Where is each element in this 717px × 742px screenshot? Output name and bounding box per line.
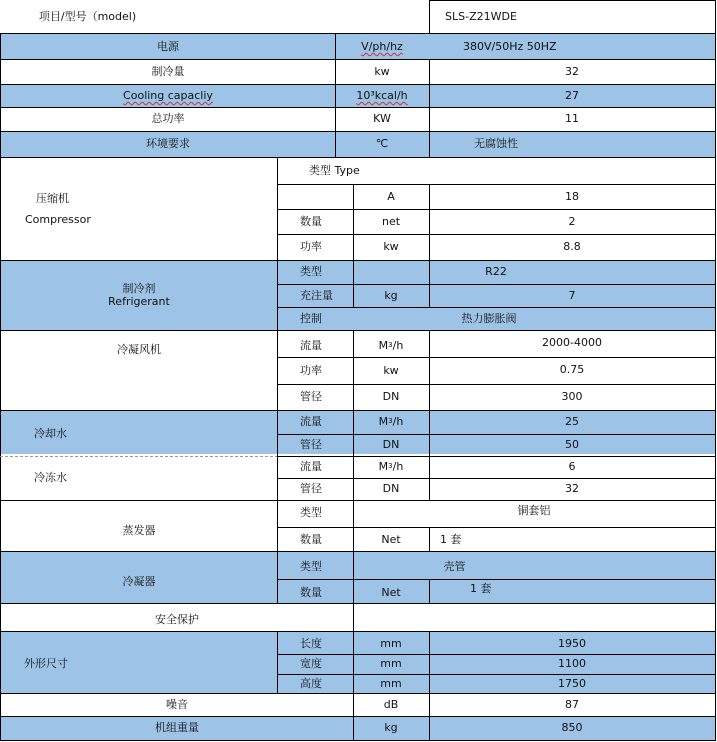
grid-line xyxy=(429,579,430,604)
dimensions-length-value: 1950 xyxy=(558,637,586,651)
evaporator-label: 蒸发器 xyxy=(122,524,156,538)
compressor-qty-value: 2 xyxy=(568,214,576,228)
chilled-water-label: 冷冻水 xyxy=(34,471,67,485)
power-unit: V/ph/hz xyxy=(361,39,403,53)
condenser-fan-label: 冷凝风机 xyxy=(117,343,161,357)
condenser-fan-power-label: 功率 xyxy=(300,364,322,378)
compressor-power-value: 8.8 xyxy=(563,240,581,254)
noise-unit: dB xyxy=(383,698,399,712)
dimensions-height-unit: mm xyxy=(380,677,402,691)
condenser-fan-pipe-label: 管径 xyxy=(300,390,322,404)
compressor-current-unit: A xyxy=(387,189,395,203)
refrigerant-label-en: Refrigerant xyxy=(108,295,170,308)
evaporator-type-label: 类型 xyxy=(300,506,322,520)
chilled-water-pipe-label: 管径 xyxy=(300,482,322,496)
compressor-type: 类型 Type xyxy=(309,164,360,178)
grid-line xyxy=(0,456,278,457)
refrigerant-control-label: 控制 xyxy=(300,311,322,325)
refrigerant-charge-unit: kg xyxy=(384,288,398,302)
cooling-kcal-unit: 10³kcal/h xyxy=(356,88,408,102)
environment-unit: ℃ xyxy=(375,137,389,151)
chilled-water-pipe-unit: DN xyxy=(382,482,400,496)
condenser-fan-flow-label: 流量 xyxy=(300,339,322,353)
power-label: 电源 xyxy=(157,39,179,53)
dimensions-width-unit: mm xyxy=(380,657,402,671)
dimensions-label: 外形尺寸 xyxy=(24,657,68,671)
dimensions-length-unit: mm xyxy=(380,637,402,651)
compressor-current-value: 18 xyxy=(565,189,579,203)
compressor-qty-label: 数量 xyxy=(300,214,322,228)
condenser-fan-flow-unit: M $^3$ /h xyxy=(378,339,404,353)
environment-value: 无腐蚀性 xyxy=(474,137,518,151)
condenser-qty-unit: Net xyxy=(381,586,401,600)
grid-line xyxy=(0,740,716,741)
compressor-qty-unit: net xyxy=(381,214,401,228)
cooling-water-pipe-value: 50 xyxy=(565,438,579,452)
evaporator-qty-label: 数量 xyxy=(300,533,322,547)
dimensions-height-label: 高度 xyxy=(300,677,322,691)
dimensions-width-label: 宽度 xyxy=(300,657,322,671)
refrigerant-control-value: 热力膨胀阀 xyxy=(461,311,517,325)
cooling-water-flow-value: 25 xyxy=(565,415,579,429)
power-value: 380V/50Hz 50HZ xyxy=(463,39,557,53)
dimensions-height-value: 1750 xyxy=(558,677,586,691)
cooling-water-pipe-unit: DN xyxy=(382,438,400,452)
compressor-label-en: Compressor xyxy=(25,213,91,227)
grid-line xyxy=(715,0,716,741)
noise-value: 87 xyxy=(565,698,579,712)
condenser-fan-pipe-value: 300 xyxy=(561,390,583,404)
chilled-water-flow-unit: M $^3$ /h xyxy=(378,460,404,474)
cooling-kcal-value: 27 xyxy=(565,88,579,102)
refrigerant-type-label: 类型 xyxy=(300,265,322,279)
condenser-fan-pipe-unit: DN xyxy=(382,390,400,404)
condenser-type-value: 壳管 xyxy=(443,560,466,574)
item-model-label: 项目/型号（model) xyxy=(38,10,137,24)
compressor-power-label: 功率 xyxy=(300,240,322,254)
chilled-water-pipe-value: 32 xyxy=(565,482,579,496)
chilled-water-flow-value: 6 xyxy=(568,460,576,474)
dimensions-length-label: 长度 xyxy=(300,637,322,651)
grid-line xyxy=(429,0,430,34)
chilled-water-flow-label: 流量 xyxy=(300,460,322,474)
grid-line xyxy=(429,527,430,552)
condenser-qty-label: 数量 xyxy=(300,586,322,600)
dimensions-width-value: 1100 xyxy=(558,657,586,671)
condenser-fan-flow-value: 2000-4000 xyxy=(542,336,602,350)
refrigerant-label xyxy=(1,260,277,330)
refrigerant-charge-label: 充注量 xyxy=(300,288,333,302)
condenser-fan-power-unit: kw xyxy=(383,364,399,378)
refrigerant-type-value: R22 xyxy=(485,265,507,279)
cooling-kw-label: 制冷量 xyxy=(151,64,185,78)
noise-label: 噪音 xyxy=(166,698,188,712)
weight-label: 机组重量 xyxy=(155,721,199,735)
cooling-kw-unit: kw xyxy=(374,64,390,78)
evaporator-type-value: 铜套铝 xyxy=(517,504,551,518)
refrigerant-charge-value: 7 xyxy=(568,288,576,302)
condenser-label: 冷凝器 xyxy=(122,575,156,589)
compressor-label-cn: 压缩机 xyxy=(36,192,69,206)
environment-label: 环境要求 xyxy=(146,137,190,151)
cooling-water-pipe-label: 管径 xyxy=(300,438,322,452)
refrigerant-label-cn: 制冷剂 xyxy=(122,281,156,295)
condenser-qty-value: 1 套 xyxy=(470,582,492,596)
condenser-fan-power-value: 0.75 xyxy=(559,363,585,377)
total-power-value: 11 xyxy=(565,112,579,126)
evaporator-qty-unit: Net xyxy=(381,533,401,547)
grid-line xyxy=(429,0,716,1)
total-power-label: 总功率 xyxy=(151,112,185,126)
total-power-unit: KW xyxy=(373,112,391,126)
weight-value: 850 xyxy=(561,721,583,735)
cooling-kw-value: 32 xyxy=(565,64,579,78)
safety-label: 安全保护 xyxy=(155,613,199,627)
cooling-water-flow-unit: M $^3$ /h xyxy=(378,415,404,429)
model-value: SLS-Z21WDE xyxy=(445,10,517,24)
cooling-kcal-label: Cooling capacliy xyxy=(123,88,213,102)
compressor-power-unit: kw xyxy=(383,240,399,254)
weight-unit: kg xyxy=(384,721,398,735)
cooling-water-flow-label: 流量 xyxy=(300,415,322,429)
evaporator-qty-value: 1 套 xyxy=(440,533,462,547)
condenser-type-label: 类型 xyxy=(300,560,322,574)
cooling-water-label: 冷却水 xyxy=(34,427,67,441)
